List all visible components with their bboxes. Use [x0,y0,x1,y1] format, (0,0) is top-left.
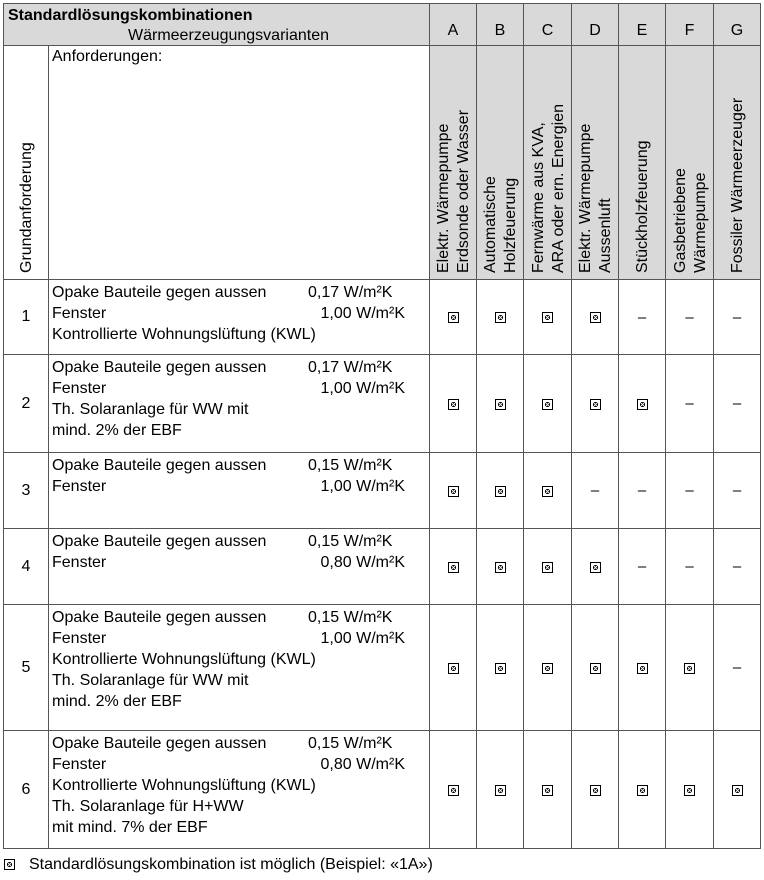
checked-box-icon [637,399,648,410]
requirements-cell [49,355,430,453]
requirements-cell [49,280,430,355]
requirement-line [52,775,426,796]
requirement-value: 1,00 W/m²K [320,478,405,495]
checked-box-icon [590,785,601,796]
checked-box-icon [542,785,553,796]
requirement-text: Th. Solaranlage für WW mit [52,401,249,418]
requirement-value: 1,00 W/m²K [320,305,405,322]
column-header-b: Automatische Holzfeuerung [477,46,524,280]
requirement-line [52,455,426,476]
cell-possible [477,731,524,849]
requirement-line [52,357,426,378]
checked-box-icon [542,312,553,323]
cell-possible [477,529,524,605]
requirement-text: Opake Bauteile gegen aussen [52,359,267,376]
checked-box-icon [684,663,695,674]
dash-mark: – [637,482,647,499]
checked-box-icon [4,859,15,870]
cell-possible [524,605,572,731]
row-number: 1 [4,280,49,355]
requirement-line [52,552,426,573]
requirement-line [52,303,426,324]
checked-box-icon [732,785,743,796]
column-header-a: Elektr. Wärmepumpe Erdsonde oder Wasser [430,46,477,280]
table-row [4,280,761,355]
column-letter-a: A [430,4,477,46]
cell-not-possible [666,453,714,529]
cell-possible [430,355,477,453]
dash-mark: – [685,482,694,499]
cell-possible [619,731,666,849]
requirement-text: Opake Bauteile gegen aussen [52,284,267,301]
requirement-text: Fenster [52,630,107,647]
row-number: 6 [4,731,49,849]
requirement-text: Opake Bauteile gegen aussen [52,609,267,626]
cell-possible [524,453,572,529]
requirement-value: 0,15 W/m²K [308,735,393,752]
cell-not-possible [619,280,666,355]
checked-box-icon [448,663,459,674]
requirement-text: Fenster [52,478,107,495]
requirement-value: 0,15 W/m²K [308,457,393,474]
requirement-text: Fenster [52,756,107,773]
table-row [4,605,761,731]
cell-not-possible [714,605,761,731]
dash-mark: – [732,659,742,676]
checked-box-icon [448,486,459,497]
cell-not-possible [714,453,761,529]
requirement-text: Th. Solaranlage für H+WW [52,798,244,815]
cell-not-possible [666,529,714,605]
requirement-line [52,476,426,497]
column-letter-d: D [572,4,619,46]
cell-possible [619,355,666,453]
requirement-line [52,324,426,345]
column-letter-e: E [619,4,666,46]
checked-box-icon [542,663,553,674]
legend-text: Standardlösungskombination ist möglich (Beispiel: «1A») [29,856,433,873]
checked-box-icon [590,562,601,573]
cell-possible [430,529,477,605]
column-letter-g: G [714,4,761,46]
dash-mark: – [732,395,742,412]
dash-mark: – [637,558,647,575]
column-header-c: Fernwärme aus KVA, ARA oder ern. Energien [524,46,572,280]
requirement-value: 0,80 W/m²K [320,756,405,773]
column-header-g: Fossiler Wärmeerzeuger [714,46,761,280]
requirement-value: 0,17 W/m²K [308,359,393,376]
column-letter-f: F [666,4,714,46]
requirement-text: Kontrollierte Wohnungslüftung (KWL) [52,651,316,668]
requirement-line [52,420,426,441]
checked-box-icon [448,312,459,323]
cell-possible [430,731,477,849]
column-header-d: Elektr. Wärmepumpe Aussenluft [572,46,619,280]
legend [4,856,433,874]
requirement-text: Fenster [52,554,107,571]
cell-not-possible [572,453,619,529]
cell-not-possible [619,453,666,529]
checked-box-icon [542,562,553,573]
checked-box-icon [495,785,506,796]
table-row [4,529,761,605]
cell-possible [619,605,666,731]
cell-possible [666,605,714,731]
requirement-text: Opake Bauteile gegen aussen [52,457,267,474]
requirement-line [52,691,426,712]
checked-box-icon [495,562,506,573]
requirement-text: Opake Bauteile gegen aussen [52,735,267,752]
checked-box-icon [495,399,506,410]
requirement-value: 0,17 W/m²K [308,284,393,301]
requirement-line [52,607,426,628]
requirement-line [52,670,426,691]
cell-possible [430,453,477,529]
dash-mark: – [732,558,742,575]
column-header-f: Gasbetriebene Wärmepumpe [666,46,714,280]
requirement-text: Fenster [52,380,107,397]
dash-mark: – [685,308,694,326]
row-number: 5 [4,605,49,731]
table-row [4,355,761,453]
cell-possible [430,605,477,731]
requirements-cell [49,453,430,529]
cell-possible [666,731,714,849]
checked-box-icon [684,785,695,796]
dash-mark: – [685,395,694,412]
requirement-text: Th. Solaranlage für WW mit [52,672,249,689]
requirement-text: Opake Bauteile gegen aussen [52,533,267,550]
cell-possible [714,731,761,849]
checked-box-icon [542,486,553,497]
requirements-cell [49,605,430,731]
cell-not-possible [666,280,714,355]
cell-possible [524,529,572,605]
requirement-line [52,817,426,838]
checked-box-icon [590,312,601,323]
requirement-text: mit mind. 7% der EBF [52,819,208,836]
requirement-line [52,733,426,754]
dash-mark: – [732,308,742,326]
cell-possible [524,280,572,355]
requirement-line [52,754,426,775]
checked-box-icon [448,785,459,796]
requirement-line [52,282,426,303]
requirement-text: mind. 2% der EBF [52,693,182,710]
cell-possible [524,355,572,453]
cell-possible [572,529,619,605]
grundanforderung-header: Grundanforderung [4,46,49,280]
requirement-text: Kontrollierte Wohnungslüftung (KWL) [52,326,316,343]
cell-not-possible [714,355,761,453]
cell-possible [572,731,619,849]
dash-mark: – [732,482,742,499]
table-title: Standardlösungskombinationen [8,7,253,24]
requirement-value: 1,00 W/m²K [320,380,405,397]
dash-mark: – [685,558,694,575]
requirement-line [52,531,426,552]
cell-possible [572,280,619,355]
cell-possible [572,355,619,453]
cell-possible [477,280,524,355]
checked-box-icon [448,399,459,410]
column-letter-c: C [524,4,572,46]
row-number: 2 [4,355,49,453]
table-header [4,4,430,46]
table-subtitle: Wärmeerzeugungsvarianten [128,27,329,44]
checked-box-icon [495,312,506,323]
column-header-e: Stückholzfeuerung [619,46,666,280]
requirement-line [52,796,426,817]
requirement-line [52,399,426,420]
cell-possible [477,355,524,453]
checked-box-icon [495,663,506,674]
cell-possible [430,280,477,355]
cell-possible [477,453,524,529]
checked-box-icon [590,663,601,674]
cell-not-possible [714,529,761,605]
standard-solutions-table [3,3,761,849]
cell-possible [477,605,524,731]
checked-box-icon [637,785,648,796]
requirements-header: Anforderungen: [49,46,430,280]
cell-not-possible [666,355,714,453]
table-row [4,453,761,529]
checked-box-icon [495,486,506,497]
checked-box-icon [542,399,553,410]
requirement-text: Fenster [52,305,107,322]
column-letter-b: B [477,4,524,46]
requirement-value: 0,15 W/m²K [308,609,393,626]
cell-possible [572,605,619,731]
requirement-line [52,628,426,649]
table-row [4,731,761,849]
cell-possible [524,731,572,849]
requirement-value: 0,15 W/m²K [308,533,393,550]
dash-mark: – [637,308,647,326]
requirements-cell [49,731,430,849]
cell-not-possible [714,280,761,355]
requirement-value: 0,80 W/m²K [320,554,405,571]
row-number: 4 [4,529,49,605]
requirement-line [52,649,426,670]
dash-mark: – [590,482,600,499]
requirement-text: mind. 2% der EBF [52,422,182,439]
requirement-value: 1,00 W/m²K [320,630,405,647]
requirements-cell [49,529,430,605]
checked-box-icon [637,663,648,674]
cell-not-possible [619,529,666,605]
checked-box-icon [448,562,459,573]
requirement-line [52,378,426,399]
requirement-text: Kontrollierte Wohnungslüftung (KWL) [52,777,316,794]
row-number: 3 [4,453,49,529]
checked-box-icon [590,399,601,410]
